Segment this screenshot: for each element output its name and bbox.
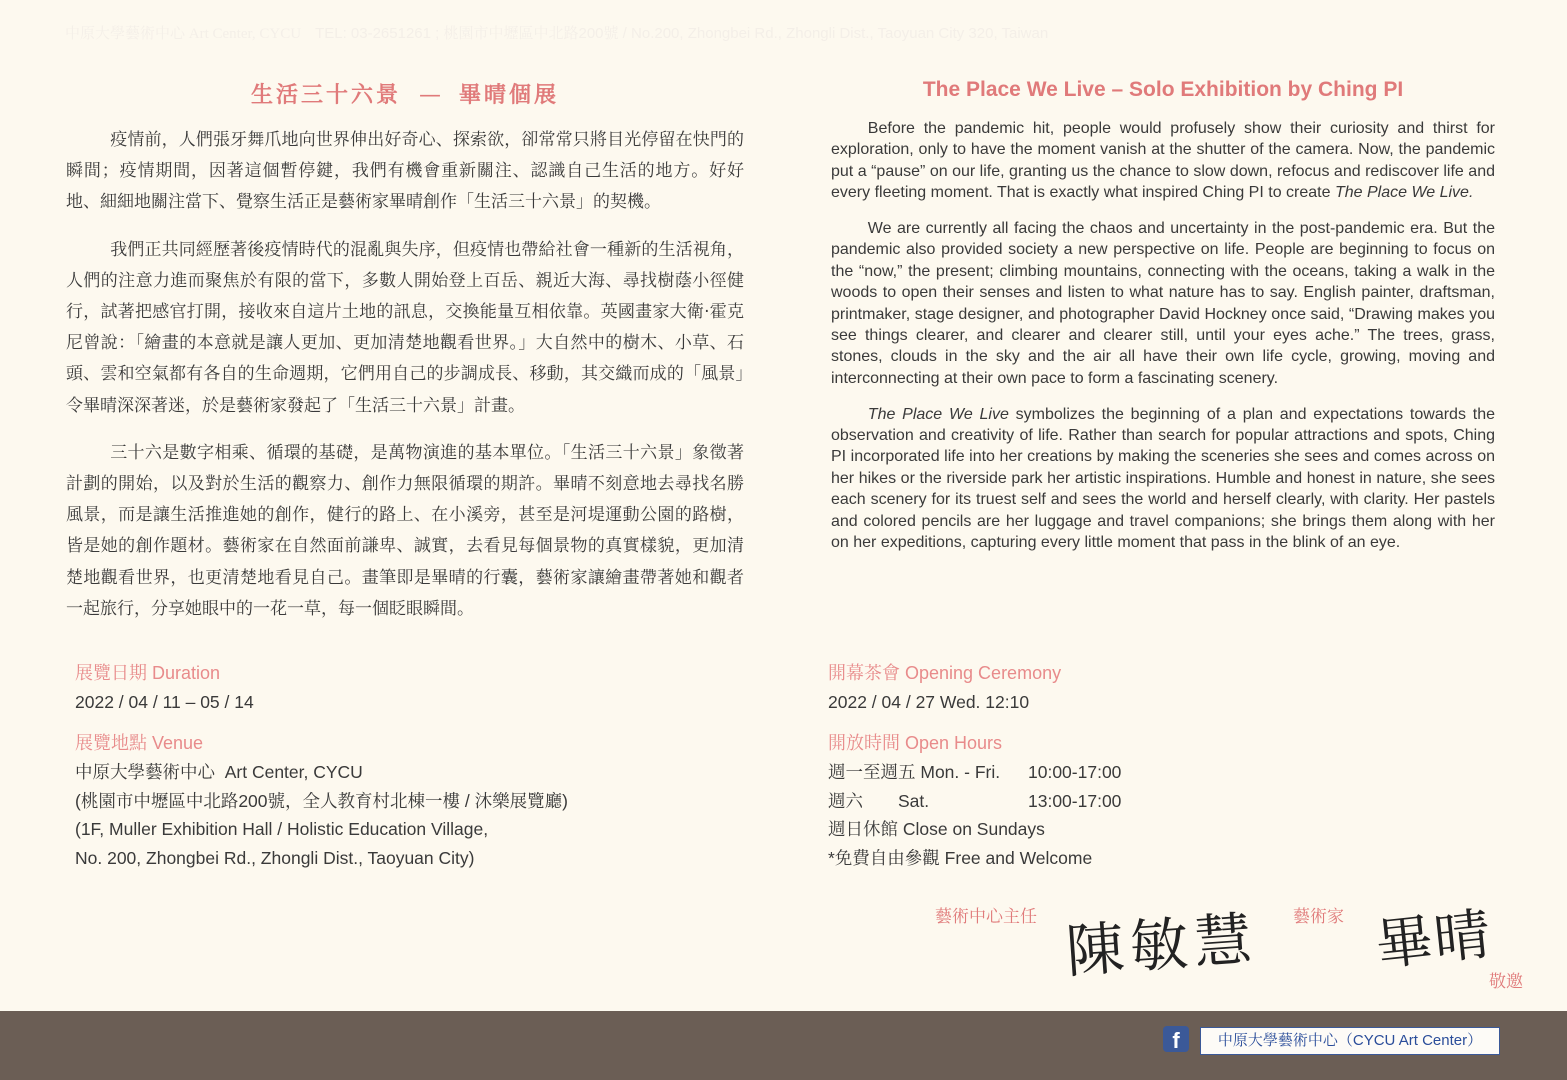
english-body xyxy=(831,118,1495,568)
venue-line: No. 200, Zhongbei Rd., Zhongli Dist., Taoyuan City) xyxy=(75,848,475,869)
hours-time: 13:00-17:00 xyxy=(1028,790,1122,811)
opening-block xyxy=(828,659,1061,717)
facebook-icon[interactable]: f xyxy=(1163,1026,1189,1052)
english-paragraph-1-title: The Place We Live. xyxy=(1334,184,1474,202)
duration-value: 2022 / 04 / 11 – 05 / 14 xyxy=(75,691,254,712)
hours-block xyxy=(828,729,1121,873)
english-title: The Place We Live – Solo Exhibition by Ching PI xyxy=(922,78,1404,101)
footer-org: 中原大學藝術中心 Art Center, CYCU xyxy=(65,26,302,42)
venue-line: 中原大學藝術中心 Art Center, CYCU xyxy=(75,761,363,782)
chinese-paragraph-2: 我們正共同經歷著後疫情時代的混亂與失序，但疫情也帶給社會一種新的生活視角，人們的注意力進而聚焦於有限的當下，多數人開始登上百岳、親近大海、尋找樹蔭小徑健行，試著把感官打開，接收來自這片土地的訊息，交換能量互相依靠。英國畫家大衛·霍克尼曾說：「繪畫的本意就是讓人更加、更加清楚地觀看世界。」大自然中的樹木、小草、石頭、雲和空氣都有各自的生命週期，它們用自己的步調成長、移動，其交織而成的「風景」令畢晴深深著迷，於是藝術家發起了「生活三十六景」計畫。 xyxy=(66,239,744,416)
english-paragraph-3-text: symbolizes the beginning of a plan and expectations towards the observation and creativity of life. Rather than search for popular attractions and spots, Ching PI incorporated life into her creations by making the sceneries she sees and comes across on her hikes or the riverside park her artistic inspirations. Humble and honest in nature, she sees each scenery for its truest self and sees the world and herself clearly, with clarity. Her pastels and colored pencils are her luggage and travel companions; she brings them along with her on her expeditions, capturing every little moment that pass in the blink of an eye. xyxy=(831,405,1495,552)
chinese-title-main: 生活三十六景 xyxy=(250,83,401,108)
english-paragraph-2: We are currently all facing the chaos and uncertainty in the post-pandemic era. But the pandemic also provided society a new perspective on life. People are beginning to focus on the “now,” the present; climbing mountains, connecting with the oceans, taking a walk in the woods to open their senses and listen to what nature has to say. English painter, draftsman, printmaker, stage designer, and photographer David Hockney once said, “Drawing makes you see things clearer, and clearer and clearer still, until your eyes ache.” The trees, grass, stones, clouds in the sky and the air all have their own life cycle, growing, moving and interconnecting at their own pace to form a fascinating scenery. xyxy=(831,220,1495,387)
invite-text: 敬邀 xyxy=(1489,972,1523,992)
hours-time: 10:00-17:00 xyxy=(1028,761,1122,782)
opening-label: 開幕茶會 Opening Ceremony xyxy=(828,663,1062,683)
chinese-title xyxy=(0,78,810,109)
hours-row-weekday xyxy=(828,758,1121,787)
title-dash: — xyxy=(419,83,441,108)
venue-label: 展覽地點 Venue xyxy=(75,733,204,753)
director-label: 藝術中心主任 xyxy=(935,907,1037,927)
free-note: *免費自由參觀 Free and Welcome xyxy=(828,848,1093,869)
english-paragraph-3 xyxy=(831,404,1495,554)
chinese-body xyxy=(66,125,744,641)
footer-info xyxy=(65,22,1048,43)
chinese-paragraph-1: 疫情前，人們張牙舞爪地向世界伸出好奇心、探索欲，卻常常只將目光停留在快門的瞬間；疫情期間，因著這個暫停鍵，我們有機會重新關注、認識自己生活的地方。好好地、細細地關注當下、覺察生活正是藝術家畢晴創作「生活三十六景」的契機。 xyxy=(66,130,744,213)
artist-signature: 畢晴 xyxy=(1373,901,1496,979)
hours-row-saturday xyxy=(828,787,1121,816)
hours-label: 開放時間 Open Hours xyxy=(828,733,1003,753)
english-paragraph-1 xyxy=(831,118,1495,204)
opening-value: 2022 / 04 / 27 Wed. 12:10 xyxy=(828,691,1030,712)
chinese-paragraph-3: 三十六是數字相乘、循環的基礎，是萬物演進的基本單位。「生活三十六景」象徵著計劃的開始，以及對於生活的觀察力、創作力無限循環的期許。畢晴不刻意地去尋找名勝風景，而是讓生活推進她的創作，健行的路上、在小溪旁，甚至是河堤運動公園的路樹，皆是她的創作題材。藝術家在自然面前謙卑、誠實，去看見每個景物的真實樣貌，更加清楚地觀看世界，也更清楚地看見自己。畫筆即是畢晴的行囊，藝術家讓繪畫帶著她和觀者一起旅行，分享她眼中的一花一草，每一個眨眼瞬間。 xyxy=(66,442,744,619)
closed-note: 週日休館 Close on Sundays xyxy=(828,819,1045,840)
venue-line: (1F, Muller Exhibition Hall / Holistic Education Village, xyxy=(75,819,489,840)
venue-block xyxy=(75,729,568,873)
director-signature: 陳敏慧 xyxy=(1063,904,1261,986)
hours-day: 週六 xyxy=(828,790,863,811)
english-paragraph-1-text: Before the pandemic hit, people would profusely show their curiosity and thirst for exploration, only to have the moment vanish at the shutter of the camera. Now, the pandemic put a “pause” on our life, granting us the chance to slow down, refocus and rediscover life and every fleeting moment. That is exactly what inspired Ching PI to create xyxy=(831,120,1495,202)
english-paragraph-3-title: The Place We Live xyxy=(867,405,1009,423)
venue-line: (桃園市中壢區中北路200號，全人教育村北棟一樓 / 沐樂展覽廳) xyxy=(75,790,568,811)
facebook-page-link[interactable]: 中原大學藝術中心（CYCU Art Center） xyxy=(1200,1027,1500,1055)
duration-label: 展覽日期 Duration xyxy=(75,663,221,683)
artist-label: 藝術家 xyxy=(1293,907,1344,927)
footer-contact: TEL: 03-2651261 ; 桃園市中壢區中北路200號 / No.200, Zhongbei Rd., Zhongli Dist., Taoyuan City 320, Taiwan xyxy=(315,25,1049,42)
duration-block xyxy=(75,659,254,717)
hours-day-en: Sat. xyxy=(898,790,930,811)
hours-day: 週一至週五 Mon. - Fri. xyxy=(828,761,1001,782)
chinese-title-artist: 畢晴個展 xyxy=(459,83,560,108)
